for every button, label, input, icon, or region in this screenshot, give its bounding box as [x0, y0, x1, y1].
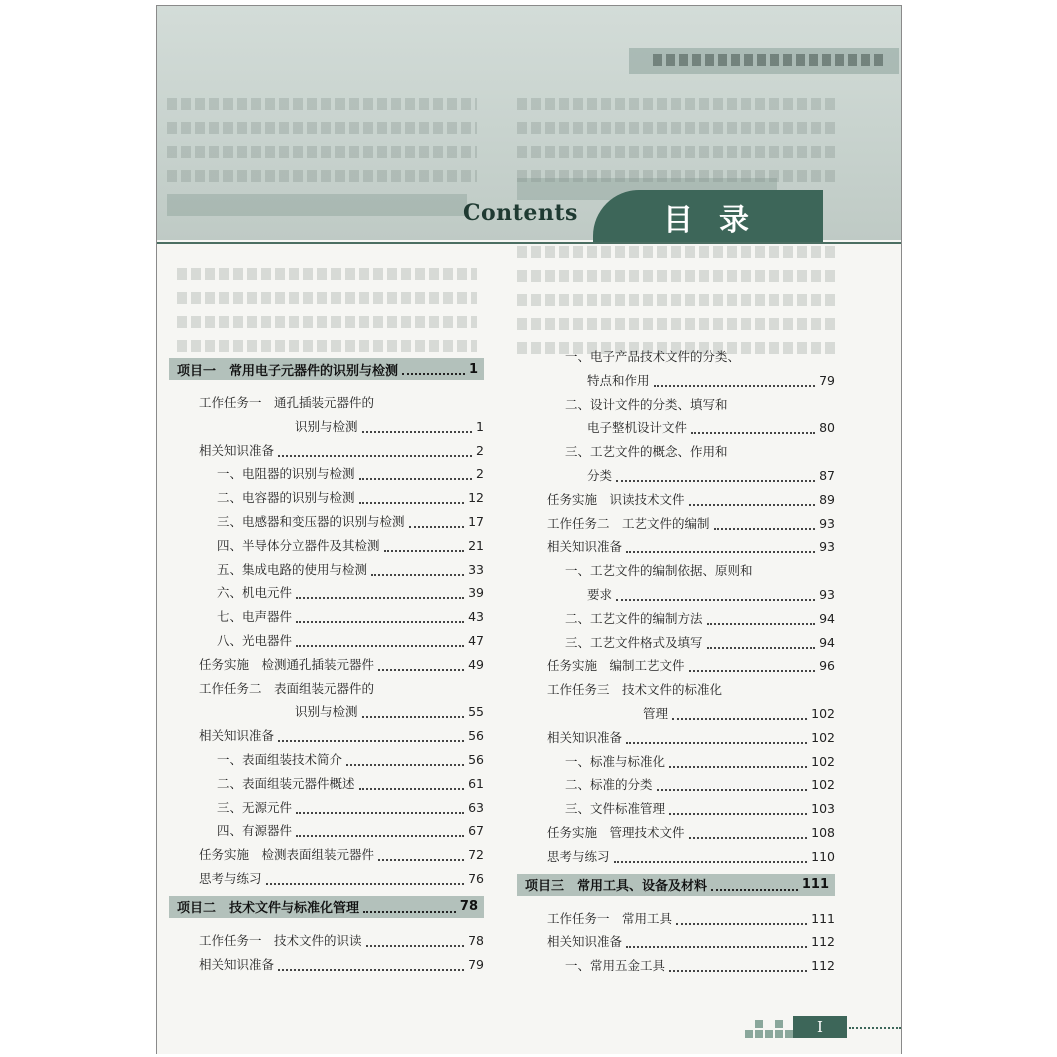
toc-section-row[interactable] [565, 394, 835, 416]
toc-task-row[interactable] [547, 727, 835, 749]
toc-task-row[interactable] [547, 513, 835, 535]
toc-entry-title: 特点和作用 [587, 372, 650, 388]
toc-leader-dots [616, 599, 815, 601]
toc-section-row[interactable] [217, 535, 484, 557]
toc-section-row[interactable] [587, 584, 835, 606]
toc-leader-dots [691, 432, 815, 434]
toc-section-row[interactable] [565, 346, 835, 368]
toc-entry-title: 识别与检测 [295, 704, 358, 720]
bleed-through-line [177, 340, 477, 352]
toc-leader-dots [689, 670, 816, 672]
toc-leader-dots [278, 969, 464, 971]
toc-page-number: 56 [468, 728, 484, 744]
bleed-through-line [177, 316, 477, 328]
toc-task-row[interactable] [547, 489, 835, 511]
toc-page-number: 67 [468, 823, 484, 839]
toc-task-row[interactable] [199, 654, 484, 676]
toc-leader-dots [359, 478, 473, 480]
toc-section-row[interactable] [217, 749, 484, 771]
toc-section-row[interactable] [217, 487, 484, 509]
toc-section-row[interactable] [565, 955, 835, 977]
toc-leader-dots [626, 946, 807, 948]
toc-entry-title: 八、光电器件 [217, 633, 293, 648]
toc-entry-title: 任务实施 识读技术文件 [547, 491, 685, 507]
toc-task-row[interactable] [295, 416, 484, 438]
toc-entry-title: 工作任务三 技术文件的标准化 [547, 682, 723, 698]
toc-leader-dots [296, 812, 464, 814]
toc-page-number: 102 [811, 777, 835, 793]
toc-entry-title: 相关知识准备 [547, 934, 623, 950]
bleed-through-line [517, 294, 837, 306]
toc-leader-dots [296, 835, 464, 837]
toc-leader-dots [626, 551, 815, 553]
toc-section-row[interactable] [565, 608, 835, 630]
toc-leader-dots [402, 373, 465, 375]
toc-section-row[interactable] [217, 511, 484, 533]
toc-entry-title: 二、设计文件的分类、填写和 [565, 396, 728, 412]
toc-leader-dots [359, 502, 465, 504]
toc-section-row[interactable] [565, 798, 835, 820]
toc-leader-dots [371, 574, 464, 576]
toc-entry-title: 管理 [643, 706, 669, 721]
toc-leader-dots [616, 480, 815, 482]
toc-chapter-row[interactable] [169, 358, 484, 380]
toc-section-row[interactable] [217, 559, 484, 581]
toc-section-row[interactable] [587, 370, 835, 392]
toc-entry-title: 二、标准的分类 [565, 777, 653, 793]
toc-entry-title: 一、常用五金工具 [565, 958, 666, 974]
toc-leader-dots [689, 504, 816, 506]
toc-section-row[interactable] [587, 417, 835, 439]
toc-entry-title: 识别与检测 [295, 418, 358, 434]
toc-page-number: 1 [468, 361, 478, 377]
toc-entry-title: 五、集成电路的使用与检测 [217, 561, 368, 577]
toc-leader-dots [378, 669, 464, 671]
toc-entry-title: 二、工艺文件的编制方法 [565, 610, 703, 626]
toc-entry-title: 四、有源器件 [217, 823, 293, 839]
toc-section-row[interactable] [565, 751, 835, 773]
toc-page-number: 110 [811, 848, 835, 864]
toc-page-number: 49 [468, 656, 484, 672]
toc-chapter-row[interactable] [517, 874, 835, 896]
toc-page-number: 33 [468, 561, 484, 577]
bleed-through-line [517, 318, 837, 330]
toc-leader-dots [707, 623, 816, 625]
toc-entry-title: 二、表面组装元器件概述 [217, 775, 355, 791]
toc-leader-dots [363, 911, 456, 913]
toc-leader-dots [362, 716, 465, 718]
toc-section-row[interactable] [217, 820, 484, 842]
toc-page-number: 63 [468, 799, 484, 815]
toc-entry-title: 二、电容器的识别与检测 [217, 490, 355, 506]
toc-leader-dots [359, 788, 465, 790]
toc-entry-title: 三、电感器和变压器的识别与检测 [217, 514, 405, 529]
toc-page-number: 89 [819, 491, 835, 507]
toc-task-row[interactable] [199, 725, 484, 747]
toc-page-number: 102 [811, 753, 835, 769]
toc-task-row[interactable] [547, 846, 835, 868]
toc-page-number: 39 [468, 585, 484, 601]
toc-page-number: 12 [468, 490, 484, 506]
toc-task-row[interactable] [547, 679, 835, 701]
toc-leader-dots [409, 526, 465, 528]
toc-page-number: 102 [811, 729, 835, 745]
toc-entry-title: 任务实施 检测表面组装元器件 [199, 847, 375, 863]
toc-leader-dots [689, 837, 808, 839]
toc-page-number: 108 [811, 825, 835, 840]
toc-task-row[interactable] [547, 822, 835, 844]
toc-entry-title: 三、工艺文件的概念、作用和 [565, 444, 728, 460]
toc-leader-dots [366, 945, 465, 947]
toc-page-number: 93 [819, 515, 835, 531]
toc-entry-title: 相关知识准备 [199, 442, 275, 458]
toc-page-number: 61 [468, 775, 484, 791]
toc-entry-title: 三、无源元件 [217, 799, 293, 815]
toc-page-number: 78 [468, 932, 484, 948]
toc-entry-title: 思考与练习 [199, 871, 262, 886]
toc-page-number: 93 [819, 587, 835, 602]
toc-task-row[interactable] [199, 392, 484, 414]
toc-page-number: 112 [811, 934, 835, 950]
toc-entry-title: 工作任务二 工艺文件的编制 [547, 515, 710, 531]
toc-leader-dots [669, 970, 807, 972]
contents-title-en: Contents [463, 200, 578, 226]
toc-leader-dots [296, 621, 464, 623]
toc-task-row[interactable] [199, 930, 484, 952]
toc-leader-dots [362, 431, 473, 433]
toc-entry-title: 项目三 常用工具、设备及材料 [525, 879, 708, 895]
toc-chapter-row[interactable] [169, 896, 484, 918]
toc-title-row [157, 190, 901, 244]
toc-entry-title: 分类 [587, 468, 613, 483]
toc-page-number: 102 [811, 706, 835, 721]
toc-task-row[interactable] [547, 655, 835, 677]
toc-section-row[interactable] [565, 560, 835, 582]
toc-entry-title: 三、工艺文件格式及填写 [565, 634, 703, 650]
toc-leader-dots [707, 647, 816, 649]
toc-section-row[interactable] [217, 606, 484, 628]
toc-section-row[interactable] [217, 630, 484, 652]
toc-page-number: 94 [819, 634, 835, 650]
toc-page-number: 80 [819, 420, 835, 436]
toc-entry-title: 相关知识准备 [199, 956, 275, 972]
toc-page-number: 111 [811, 910, 835, 926]
toc-leader-dots [672, 718, 807, 720]
toc-task-row[interactable] [199, 440, 484, 462]
toc-page-number: 79 [468, 956, 484, 972]
toc-leader-dots [654, 385, 816, 387]
toc-entry-title: 电子整机设计文件 [587, 420, 688, 436]
toc-leader-dots [346, 764, 464, 766]
toc-leader-dots [614, 861, 808, 863]
toc-task-row[interactable] [547, 908, 835, 930]
toc-entry-title: 相关知识准备 [199, 728, 275, 744]
toc-page-number: 87 [819, 468, 835, 483]
toc-leader-dots [278, 455, 472, 457]
toc-page-number: 56 [468, 752, 484, 767]
toc-entry-title: 相关知识准备 [547, 539, 623, 555]
toc-leader-dots [669, 813, 807, 815]
toc-entry-title: 六、机电元件 [217, 585, 293, 601]
toc-entry-title: 要求 [587, 587, 613, 602]
toc-section-row[interactable] [565, 632, 835, 654]
toc-entry-title: 一、标准与标准化 [565, 753, 666, 769]
toc-page [156, 5, 902, 1054]
toc-leader-dots [266, 883, 465, 885]
toc-task-row[interactable] [199, 954, 484, 976]
toc-leader-dots [384, 550, 465, 552]
toc-leader-dots [378, 859, 464, 861]
bleed-through-line [177, 292, 477, 304]
toc-leader-dots [278, 740, 464, 742]
toc-page-number: 103 [811, 801, 835, 817]
toc-entry-title: 工作任务一 常用工具 [547, 910, 673, 926]
toc-page-number: 1 [476, 418, 484, 434]
toc-task-row[interactable] [295, 701, 484, 723]
toc-task-row[interactable] [199, 868, 484, 890]
toc-page-number: 2 [476, 442, 484, 458]
toc-page-number: 47 [468, 633, 484, 648]
toc-entry-title: 项目二 技术文件与标准化管理 [177, 901, 360, 917]
toc-section-row[interactable] [217, 463, 484, 485]
contents-title-zh: 目录 [663, 203, 775, 238]
toc-page-number: 111 [801, 877, 829, 893]
toc-page-number: 55 [468, 704, 484, 720]
toc-task-row[interactable] [199, 844, 484, 866]
toc-section-row[interactable] [217, 582, 484, 604]
toc-entry-title: 七、电声器件 [217, 609, 293, 625]
toc-entry-title: 一、电子产品技术文件的分类、 [565, 349, 741, 364]
toc-page-number: 76 [468, 871, 484, 886]
title-divider [157, 242, 901, 244]
toc-page-number: 93 [819, 539, 835, 555]
page-number: I [793, 1016, 847, 1038]
toc-leader-dots [657, 789, 808, 791]
toc-entry-title: 任务实施 管理技术文件 [547, 825, 685, 840]
toc-entry-title: 四、半导体分立器件及其检测 [217, 537, 380, 553]
toc-task-row[interactable] [547, 931, 835, 953]
toc-entry-title: 思考与练习 [547, 848, 610, 864]
bleed-through-line [517, 270, 837, 282]
toc-page-number: 78 [459, 899, 478, 915]
contents-title-badge [593, 190, 823, 242]
toc-page-number: 21 [468, 537, 484, 553]
toc-entry-title: 工作任务一 技术文件的识读 [199, 932, 362, 948]
toc-page-number: 43 [468, 609, 484, 625]
toc-task-row[interactable] [547, 536, 835, 558]
toc-page-number: 17 [468, 514, 484, 529]
toc-leader-dots [714, 528, 816, 530]
toc-section-row[interactable] [217, 773, 484, 795]
footer-rule [849, 1027, 901, 1029]
toc-entry-title: 工作任务二 表面组装元器件的 [199, 680, 375, 696]
toc-leader-dots [296, 597, 464, 599]
toc-leader-dots [669, 766, 807, 768]
toc-section-row[interactable] [217, 797, 484, 819]
toc-task-row[interactable] [199, 678, 484, 700]
toc-entry-title: 项目一 常用电子元器件的识别与检测 [177, 363, 399, 379]
toc-section-row[interactable] [587, 465, 835, 487]
toc-page-number: 112 [811, 958, 835, 974]
toc-leader-dots [676, 923, 807, 925]
toc-entry-title: 一、表面组装技术简介 [217, 752, 343, 767]
toc-section-row[interactable] [565, 441, 835, 463]
toc-entry-title: 任务实施 编制工艺文件 [547, 658, 685, 674]
toc-leader-dots [626, 742, 807, 744]
bleed-through-line [177, 268, 477, 280]
toc-leader-dots [711, 889, 798, 891]
toc-entry-title: 一、电阻器的识别与检测 [217, 466, 355, 482]
toc-section-row[interactable] [565, 774, 835, 796]
toc-entry-title: 一、工艺文件的编制依据、原则和 [565, 563, 753, 579]
toc-page-number: 2 [476, 466, 484, 482]
toc-page-number: 94 [819, 610, 835, 626]
toc-page-number: 96 [819, 658, 835, 674]
toc-page-number: 72 [468, 847, 484, 863]
toc-entry-title: 任务实施 检测通孔插装元器件 [199, 656, 375, 672]
bleed-through-line [517, 246, 837, 258]
toc-leader-dots [296, 645, 464, 647]
toc-entry-title: 工作任务一 通孔插装元器件的 [199, 395, 375, 410]
toc-entry-title: 相关知识准备 [547, 729, 623, 745]
toc-entry-title: 三、文件标准管理 [565, 801, 666, 817]
toc-page-number: 79 [819, 372, 835, 388]
toc-task-row[interactable] [643, 703, 835, 725]
